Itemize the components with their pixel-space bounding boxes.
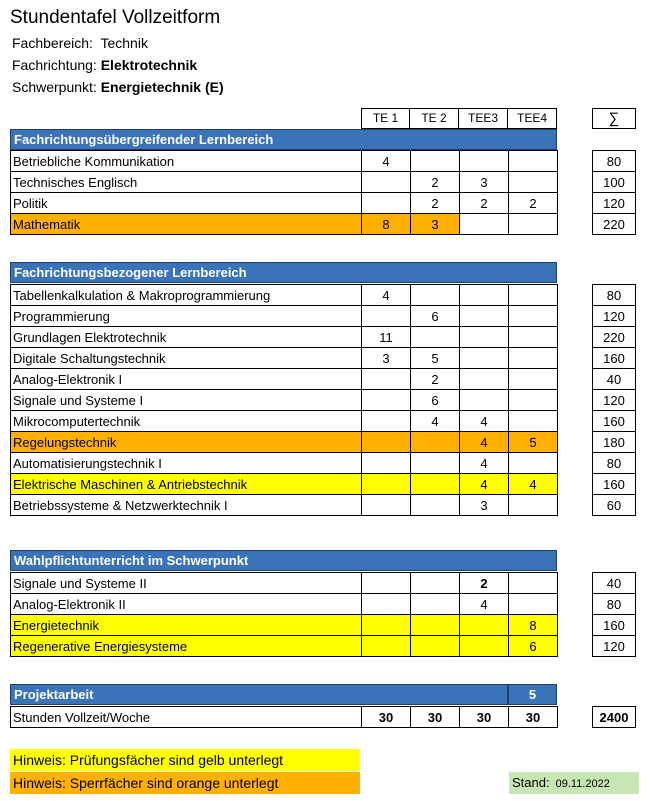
row-label: Politik <box>11 193 362 214</box>
row-label: Betriebssysteme & Netzwerktechnik I <box>11 495 362 516</box>
cell-te2: 2 <box>411 369 460 390</box>
cell-tee4 <box>509 306 558 327</box>
cell-te1: 4 <box>362 151 411 172</box>
stand-box <box>509 772 639 794</box>
cell-te2: 6 <box>411 306 460 327</box>
cell-tee4 <box>509 285 558 306</box>
cell-te1 <box>362 474 411 495</box>
cell-tee3: 3 <box>460 495 509 516</box>
row-label: Mikrocomputertechnik <box>11 411 362 432</box>
cell-te1 <box>362 390 411 411</box>
cell-tee4: 8 <box>509 615 558 636</box>
cell-tee4: 2 <box>509 193 558 214</box>
sum-cell: 80 <box>593 453 636 474</box>
sum-cell: 100 <box>593 172 636 193</box>
row-label: Analog-Elektronik II <box>11 594 362 615</box>
sum-cell: 220 <box>593 327 636 348</box>
col-header-te2: TE 2 <box>409 108 459 129</box>
cell-te2 <box>411 636 460 657</box>
total-label: Stunden Vollzeit/Woche <box>11 707 362 728</box>
cell-te2: 4 <box>411 411 460 432</box>
section-3-table <box>10 572 558 657</box>
cell-te1 <box>362 636 411 657</box>
cell-tee3: 2 <box>460 573 509 594</box>
section-2-sums <box>592 284 636 516</box>
total-row <box>11 707 558 728</box>
cell-tee4 <box>509 151 558 172</box>
table-row <box>11 474 558 495</box>
cell-tee3 <box>460 348 509 369</box>
sum-cell: 40 <box>593 369 636 390</box>
cell-te2 <box>411 432 460 453</box>
total-te1: 30 <box>362 707 411 728</box>
cell-te2: 3 <box>411 214 460 235</box>
total-sum-cell: 2400 <box>593 707 636 728</box>
table-row <box>11 348 558 369</box>
cell-tee4: 6 <box>509 636 558 657</box>
row-label: Regelungstechnik <box>11 432 362 453</box>
cell-tee4: 4 <box>509 474 558 495</box>
fachbereich-value: Technik <box>100 35 148 51</box>
note-yellow: Hinweis: Prüfungsfächer sind gelb unterlegt <box>10 749 360 771</box>
cell-tee4 <box>509 327 558 348</box>
sum-cell: 120 <box>593 636 636 657</box>
cell-tee3 <box>460 636 509 657</box>
sum-cell: 120 <box>593 306 636 327</box>
sum-cell: 60 <box>593 495 636 516</box>
table-row <box>11 369 558 390</box>
sum-cell: 120 <box>593 390 636 411</box>
sum-cell: 120 <box>593 193 636 214</box>
cell-tee4 <box>509 348 558 369</box>
cell-tee4: 5 <box>509 432 558 453</box>
section-header-2: Fachrichtungsbezogener Lernbereich <box>10 262 557 283</box>
cell-te1 <box>362 411 411 432</box>
section-header-3: Wahlpflichtunterricht im Schwerpunkt <box>10 550 557 571</box>
cell-tee3: 4 <box>460 411 509 432</box>
cell-te1 <box>362 573 411 594</box>
projekt-tee4-hours: 5 <box>508 684 557 705</box>
meta-fachrichtung <box>12 56 197 74</box>
table-row <box>11 285 558 306</box>
table-row <box>11 306 558 327</box>
table-row <box>11 151 558 172</box>
table-row <box>11 411 558 432</box>
row-label: Elektrische Maschinen & Antriebstechnik <box>11 474 362 495</box>
cell-tee3 <box>460 151 509 172</box>
sum-cell: 160 <box>593 411 636 432</box>
cell-te2: 6 <box>411 390 460 411</box>
col-header-tee4: TEE4 <box>507 108 557 129</box>
row-label: Tabellenkalkulation & Makroprogrammierung <box>11 285 362 306</box>
cell-te2: 2 <box>411 172 460 193</box>
col-header-tee3: TEE3 <box>458 108 508 129</box>
stand-label: Stand: <box>512 775 550 790</box>
cell-te1 <box>362 615 411 636</box>
cell-te2: 5 <box>411 348 460 369</box>
table-row <box>11 636 558 657</box>
cell-tee3: 2 <box>460 193 509 214</box>
meta-schwerpunkt <box>12 78 224 96</box>
row-label: Automatisierungstechnik I <box>11 453 362 474</box>
cell-te2 <box>411 474 460 495</box>
sum-cell: 160 <box>593 348 636 369</box>
cell-te2 <box>411 594 460 615</box>
table-row <box>11 214 558 235</box>
cell-te1 <box>362 432 411 453</box>
cell-tee3 <box>460 327 509 348</box>
cell-tee4 <box>509 369 558 390</box>
schwerpunkt-label: Schwerpunkt: <box>12 79 97 95</box>
section-3-sums <box>592 572 636 657</box>
sum-cell: 80 <box>593 285 636 306</box>
cell-te2 <box>411 495 460 516</box>
sum-cell: 80 <box>593 151 636 172</box>
table-row <box>11 193 558 214</box>
cell-tee4 <box>509 214 558 235</box>
section-header-1: Fachrichtungsübergreifender Lernbereich <box>10 129 557 150</box>
sum-cell: 220 <box>593 214 636 235</box>
cell-te2 <box>411 573 460 594</box>
cell-tee3: 4 <box>460 594 509 615</box>
cell-te2 <box>411 453 460 474</box>
table-row <box>11 390 558 411</box>
total-table <box>10 706 558 728</box>
cell-tee4 <box>509 495 558 516</box>
note-orange: Hinweis: Sperrfächer sind orange unterlegt <box>10 772 360 794</box>
fachrichtung-label: Fachrichtung: <box>12 57 97 73</box>
row-label: Programmierung <box>11 306 362 327</box>
sum-cell: 160 <box>593 474 636 495</box>
cell-tee3 <box>460 369 509 390</box>
table-row <box>11 453 558 474</box>
row-label: Analog-Elektronik I <box>11 369 362 390</box>
section-1-sums <box>592 150 636 235</box>
sum-cell: 80 <box>593 594 636 615</box>
cell-tee4 <box>509 453 558 474</box>
total-tee3: 30 <box>460 707 509 728</box>
row-label: Mathematik <box>11 214 362 235</box>
row-label: Betriebliche Kommunikation <box>11 151 362 172</box>
sum-cell: 40 <box>593 573 636 594</box>
table-row <box>11 573 558 594</box>
sum-cell: 180 <box>593 432 636 453</box>
row-label: Regenerative Energiesysteme <box>11 636 362 657</box>
row-label: Digitale Schaltungstechnik <box>11 348 362 369</box>
cell-tee3 <box>460 390 509 411</box>
total-te2: 30 <box>411 707 460 728</box>
cell-tee4 <box>509 172 558 193</box>
schwerpunkt-value: Energietechnik (E) <box>100 79 224 95</box>
cell-tee3: 4 <box>460 432 509 453</box>
meta-fachbereich <box>12 34 148 52</box>
table-row <box>11 327 558 348</box>
total-sum <box>592 706 636 728</box>
cell-tee4 <box>509 594 558 615</box>
page-title: Stundentafel Vollzeitform <box>10 7 221 28</box>
table-row <box>11 594 558 615</box>
total-tee4: 30 <box>509 707 558 728</box>
row-label: Technisches Englisch <box>11 172 362 193</box>
table-row <box>11 495 558 516</box>
sum-cell: 160 <box>593 615 636 636</box>
cell-te2 <box>411 285 460 306</box>
fachbereich-label: Fachbereich: <box>12 35 93 51</box>
cell-tee3 <box>460 214 509 235</box>
cell-tee3 <box>460 615 509 636</box>
cell-te1 <box>362 369 411 390</box>
section-2-table <box>10 284 558 516</box>
cell-tee3: 3 <box>460 172 509 193</box>
col-header-sum: ∑ <box>592 108 636 129</box>
cell-tee3 <box>460 285 509 306</box>
cell-tee3: 4 <box>460 453 509 474</box>
cell-tee4 <box>509 411 558 432</box>
cell-te2: 2 <box>411 193 460 214</box>
cell-te1: 3 <box>362 348 411 369</box>
cell-te1 <box>362 453 411 474</box>
cell-tee4 <box>509 390 558 411</box>
cell-te2 <box>411 151 460 172</box>
col-header-te1: TE 1 <box>361 108 410 129</box>
cell-te1 <box>362 193 411 214</box>
row-label: Signale und Systeme I <box>11 390 362 411</box>
fachrichtung-value: Elektrotechnik <box>100 57 198 73</box>
table-row <box>11 615 558 636</box>
cell-te1 <box>362 495 411 516</box>
cell-te2 <box>411 615 460 636</box>
row-label: Energietechnik <box>11 615 362 636</box>
cell-te1: 11 <box>362 327 411 348</box>
cell-te1 <box>362 306 411 327</box>
cell-tee4 <box>509 573 558 594</box>
cell-tee3: 4 <box>460 474 509 495</box>
cell-te1 <box>362 594 411 615</box>
row-label: Signale und Systeme II <box>11 573 362 594</box>
cell-te1 <box>362 172 411 193</box>
section-header-4: Projektarbeit <box>10 684 508 705</box>
table-row <box>11 172 558 193</box>
row-label: Grundlagen Elektrotechnik <box>11 327 362 348</box>
cell-te1: 8 <box>362 214 411 235</box>
stand-date: 09.11.2022 <box>555 778 610 790</box>
cell-tee3 <box>460 306 509 327</box>
table-row <box>11 432 558 453</box>
cell-te1: 4 <box>362 285 411 306</box>
cell-te2 <box>411 327 460 348</box>
section-1-table <box>10 150 558 235</box>
